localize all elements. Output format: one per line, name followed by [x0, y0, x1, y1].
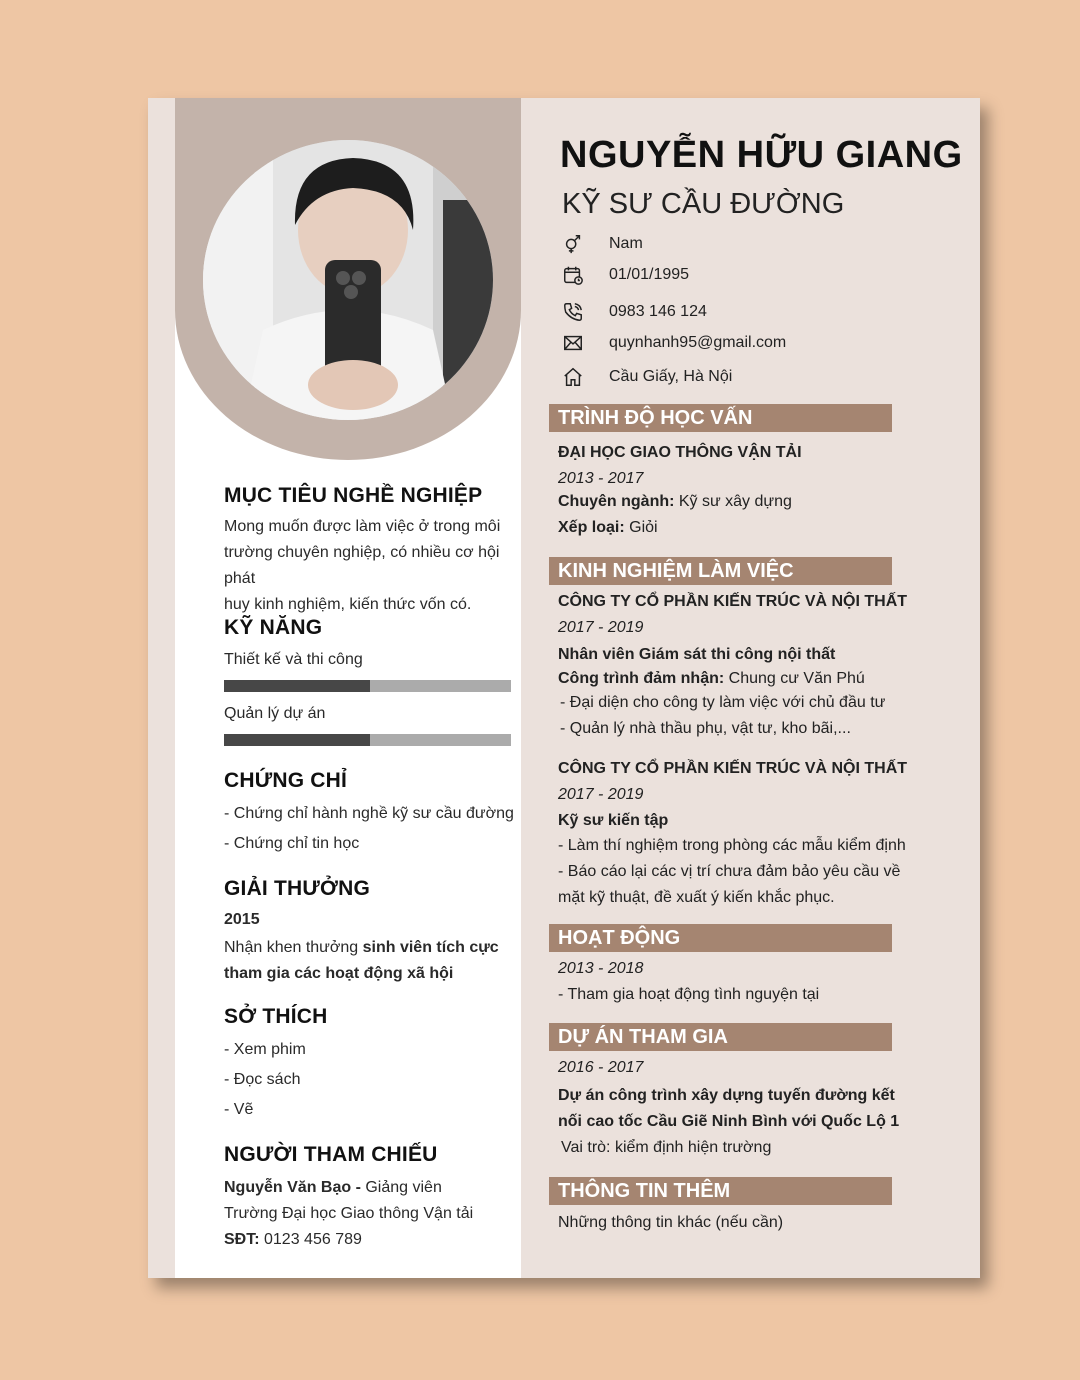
- extra-detail: Những thông tin khác (nếu cần): [558, 1214, 784, 1231]
- education-major-label: Chuyên ngành:: [558, 493, 675, 510]
- education-school: ĐẠI HỌC GIAO THÔNG VẬN TẢI: [558, 444, 802, 461]
- activities-period: 2013 - 2018: [558, 960, 644, 977]
- skill-bar-fill: [224, 734, 370, 746]
- reference-name: Nguyễn Văn Bạo -: [224, 1179, 366, 1196]
- hobbies-title: SỞ THÍCH: [224, 1005, 328, 1028]
- profile-photo: [203, 140, 493, 420]
- job-project-label: Công trình đảm nhận:: [558, 670, 725, 687]
- extra-title: THÔNG TIN THÊM: [549, 1177, 892, 1205]
- contact-address: [562, 366, 732, 388]
- skill-bar: [224, 734, 511, 746]
- education-title: TRÌNH ĐỘ HỌC VẤN: [549, 404, 892, 432]
- job-duty: - Báo cáo lại các vị trí chưa đảm bảo yêu cầu về: [558, 863, 901, 880]
- education-grade: Giỏi: [624, 519, 658, 536]
- objective-line: huy kinh nghiệm, kiến thức vốn có.: [224, 596, 472, 613]
- contact-email: [562, 332, 786, 354]
- experience-title: KINH NGHIỆM LÀM VIỆC: [549, 557, 892, 585]
- address-value: Cầu Giấy, Hà Nội: [609, 368, 733, 385]
- objective-line: trường chuyên nghiệp, có nhiều cơ hội phát: [224, 544, 500, 587]
- job-company: CÔNG TY CỔ PHẦN KIẾN TRÚC VÀ NỘI THẤT: [558, 593, 908, 610]
- awards-section: [224, 877, 499, 987]
- skill-label: Thiết kế và thi công: [224, 651, 363, 668]
- mail-icon: [562, 332, 584, 354]
- award-year: 2015: [224, 911, 260, 928]
- phone-icon: [562, 301, 584, 323]
- job-company: CÔNG TY CỔ PHẦN KIẾN TRÚC VÀ NỘI THẤT: [558, 760, 908, 777]
- awards-title: GIẢI THƯỞNG: [224, 877, 371, 900]
- certificate-item: - Chứng chỉ hành nghề kỹ sư cầu đường: [224, 805, 514, 822]
- hobby-item: - Vẽ: [224, 1101, 254, 1118]
- hobby-item: - Xem phim: [224, 1041, 306, 1058]
- skill-bar-fill: [224, 680, 370, 692]
- education-period: 2013 - 2017: [558, 470, 644, 487]
- reference-org: Trường Đại học Giao thông Vận tải: [224, 1205, 474, 1222]
- job-title: KỸ SƯ CẦU ĐƯỜNG: [562, 188, 845, 220]
- award-highlight: sinh viên tích cực: [362, 939, 499, 956]
- hobby-item: - Đọc sách: [224, 1071, 301, 1088]
- gender-value: Nam: [609, 235, 643, 252]
- education-grade-label: Xếp loại:: [558, 519, 625, 536]
- projects-role: Vai trò: kiểm định hiện trường: [561, 1139, 772, 1156]
- reference-title: NGƯỜI THAM CHIẾU: [224, 1143, 438, 1166]
- education-major: Kỹ sư xây dựng: [674, 493, 792, 510]
- job-period: 2017 - 2019: [558, 786, 644, 803]
- skills-section: [224, 616, 322, 640]
- projects-period: 2016 - 2017: [558, 1059, 644, 1076]
- certificates-title: CHỨNG CHỈ: [224, 769, 348, 792]
- gender-icon: [562, 233, 584, 255]
- hobbies-section: [224, 1005, 328, 1125]
- objective-title: MỤC TIÊU NGHỀ NGHIỆP: [224, 484, 483, 507]
- skill-label: Quản lý dự án: [224, 705, 326, 722]
- reference-role: Giảng viên: [365, 1179, 442, 1196]
- phone-value: 0983 146 124: [609, 303, 707, 320]
- birthday-value: 01/01/1995: [609, 266, 690, 283]
- contact-gender: [562, 233, 643, 255]
- reference-phone-label: SĐT:: [224, 1231, 260, 1248]
- home-icon: [562, 366, 584, 388]
- projects-name: nối cao tốc Cầu Giẽ Ninh Bình với Quốc Lộ 1: [558, 1113, 900, 1130]
- job-period: 2017 - 2019: [558, 619, 644, 636]
- award-highlight: tham gia các hoạt động xã hội: [224, 965, 454, 982]
- job-duty: mặt kỹ thuật, đề xuất ý kiến khắc phục.: [558, 889, 835, 906]
- left-column: [175, 98, 521, 1278]
- award-text: Nhận khen thưởng: [224, 939, 363, 956]
- calendar-icon: [562, 264, 584, 286]
- job-position: Nhân viên Giám sát thi công nội thất: [558, 646, 836, 663]
- full-name: NGUYỄN HỮU GIANG: [560, 134, 963, 176]
- job-position: Kỹ sư kiến tập: [558, 812, 669, 829]
- certificates-section: [224, 769, 514, 859]
- skills-title: KỸ NĂNG: [224, 616, 323, 639]
- job-duty: - Quản lý nhà thầu phụ, vật tư, kho bãi,...: [560, 720, 851, 737]
- job-duty: - Làm thí nghiệm trong phòng các mẫu kiểm định: [558, 837, 906, 854]
- resume-card: [148, 98, 980, 1278]
- reference-section: [224, 1143, 473, 1253]
- activities-title: HOẠT ĐỘNG: [549, 924, 892, 952]
- job-duty: - Đại diện cho công ty làm việc với chủ đầu tư: [560, 694, 886, 711]
- objective-section: [224, 484, 521, 618]
- job-project: Chung cư Văn Phú: [724, 670, 865, 687]
- skill-bar: [224, 680, 511, 692]
- projects-title: DỰ ÁN THAM GIA: [549, 1023, 892, 1051]
- reference-phone: 0123 456 789: [259, 1231, 362, 1248]
- contact-birthday: [562, 264, 689, 286]
- activities-detail: - Tham gia hoạt động tình nguyện tại: [558, 986, 820, 1003]
- objective-line: Mong muốn được làm việc ở trong môi: [224, 518, 501, 535]
- contact-phone: [562, 301, 707, 323]
- certificate-item: - Chứng chỉ tin học: [224, 835, 360, 852]
- projects-name: Dự án công trình xây dựng tuyến đường kết: [558, 1087, 895, 1104]
- email-value: quynhanh95@gmail.com: [609, 334, 787, 351]
